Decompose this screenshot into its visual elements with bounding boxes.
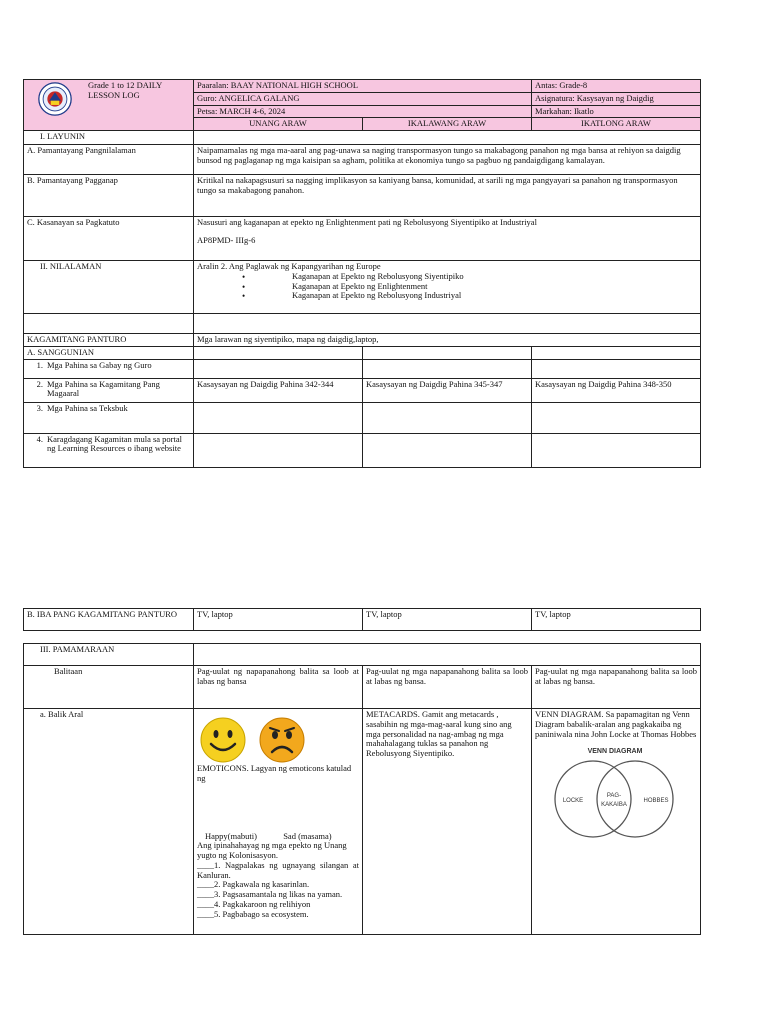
- item-2: ____2. Pagkawala ng kasarinlan.: [197, 879, 310, 890]
- venn-left-label: LOCKE: [562, 798, 584, 805]
- deped-seal-icon: [38, 82, 72, 116]
- venn-middle-label-2: KAKAIBA: [601, 802, 627, 809]
- happy-label: Happy(mabuti): [205, 830, 257, 841]
- ref2-cell: [24, 378, 194, 402]
- ref4-cell: [24, 433, 194, 467]
- venn-instruction: VENN DIAGRAM. Sa papamagitan ng Venn Diagram babalik-aralan ang pagkakaiba ng paniniwala nina John Locke at Thomas Hobbes: [535, 709, 697, 739]
- balitaan-label: Balitaan: [24, 666, 194, 709]
- layunin-label: I. LAYUNIN: [24, 131, 194, 145]
- item-3: ____3. Pagsasamantala ng likas na yaman.: [197, 889, 343, 900]
- instruction-text: Ang ipinahahayag ng mga epekto ng Unang yugto ng Kolonisasyon.: [197, 840, 347, 861]
- ref4-day3: [532, 433, 701, 467]
- pamamaraan-empty: [194, 644, 701, 666]
- balik-aral-day3: [532, 709, 701, 935]
- day2-header: IKALAWANG ARAW: [363, 118, 532, 131]
- venn-middle-label-1: PAG-: [606, 793, 622, 800]
- school-cell: Paaralan: BAAY NATIONAL HIGH SCHOOL: [194, 80, 532, 93]
- ref4-day2: [363, 433, 532, 467]
- pamamaraan-table: [23, 643, 701, 935]
- balitaan-day2: Pag-uulat ng mga napapanahong balita sa loob at labas ng bansa.: [363, 666, 532, 709]
- ref2-day1: Kasaysayan ng Daigdig Pahina 342-344: [194, 378, 363, 402]
- happy-face-icon: [197, 716, 249, 764]
- kagamitan-label: KAGAMITANG PANTURO: [24, 334, 194, 347]
- sanggunian-label: A. SANGGUNIAN: [24, 346, 194, 359]
- ref2-num: 2.: [36, 378, 43, 389]
- ref3-cell: [24, 402, 194, 433]
- ref2-day2: Kasaysayan ng Daigdig Pahina 345-347: [363, 378, 532, 402]
- date-cell: Petsa: MARCH 4-6, 2024: [194, 105, 532, 118]
- emoticons-row: [197, 716, 359, 764]
- nilalaman-title: Aralin 2. Ang Paglawak ng Kapangyarihan ng Europe: [197, 261, 381, 272]
- iba-day3: TV, laptop: [532, 609, 701, 631]
- item-4: ____4. Pagkakaroon ng relihiyon: [197, 898, 311, 909]
- grade-cell: Antas: Grade-8: [532, 80, 701, 93]
- kasanayan-label: C. Kasanayan sa Pagkatuto: [24, 217, 194, 261]
- iba-pang-kagamitan-table: [23, 608, 701, 631]
- kasanayan-cell: [194, 217, 701, 261]
- day1-header: UNANG ARAW: [194, 118, 363, 131]
- balik-aral-day2: METACARDS. Gamit ang metacards , sasabihin ng mga-mag-aaral kung sino ang mga personalidad na nag-ambag ng mga mahahalagang tuklas sa panahon ng Rebolusyong Siyentipiko.: [363, 709, 532, 935]
- blank-label: [24, 314, 194, 334]
- iba-label: B. IBA PANG KAGAMITANG PANTURO: [24, 609, 194, 631]
- pamantayang-pagganap-text: Kritikal na nakapagsusuri sa nagging implikasyon sa kaniyang bansa, komunidad, at sarili ng mga pangyayari sa panahon ng transpormasyon tungo sa makabagong panahon.: [194, 175, 701, 217]
- balik-aral-day1: [194, 709, 363, 935]
- nilalaman-cell: [194, 261, 701, 314]
- day3-header: IKATLONG ARAW: [532, 118, 701, 131]
- item-5: ____5. Pagbabago sa ecosystem.: [197, 908, 309, 919]
- lesson-log-table: [23, 79, 701, 468]
- ref3-label: Mga Pahina sa Teksbuk: [47, 402, 128, 413]
- quarter-cell: Markahan: Ikatlo: [532, 105, 701, 118]
- ref4-day1: [194, 433, 363, 467]
- teacher-cell: Guro: ANGELICA GALANG: [194, 92, 532, 105]
- ref1-day1: [194, 359, 363, 378]
- pamantayang-pangnilalaman-label: A. Pamantayang Pangnilalaman: [24, 145, 194, 175]
- sanggunian-day2: [363, 346, 532, 359]
- ref1-day2: [363, 359, 532, 378]
- ref3-day2: [363, 402, 532, 433]
- pamamaraan-label: III. PAMAMARAAN: [24, 644, 194, 666]
- sad-label: Sad (masama): [283, 830, 332, 841]
- nilalaman-label: II. NILALAMAN: [24, 261, 194, 314]
- ref1-num: 1.: [36, 359, 43, 370]
- ref2-day3: Kasaysayan ng Daigdig Pahina 348-350: [532, 378, 701, 402]
- ref3-day3: [532, 402, 701, 433]
- pamantayang-pangnilalaman-text: Naipamamalas ng mga ma-aaral ang pag-unawa sa naging transpormasyon tungo sa makabagong panahon ng mga bansa at rehiyon sa daigdig bunsod ng paglaganap ng mga kaisipan sa agham, politika at ekonomiya tungo sa pagbuo ng pandaigdigang kamalayan.: [194, 145, 701, 175]
- ref3-day1: [194, 402, 363, 433]
- nilalaman-list: [197, 272, 697, 301]
- nilalaman-item: • Kaganapan at Epekto ng Rebolusyong Siyentipiko: [197, 272, 697, 282]
- emoticons-text: EMOTICONS. Lagyan ng emoticons katulad ng: [197, 763, 352, 783]
- sanggunian-day3: [532, 346, 701, 359]
- iba-day2: TV, laptop: [363, 609, 532, 631]
- pamantayang-pagganap-label: B. Pamantayang Pagganap: [24, 175, 194, 217]
- ref1-day3: [532, 359, 701, 378]
- header-title: Grade 1 to 12 DAILY LESSON LOG: [88, 80, 162, 100]
- ref2-label: Mga Pahina sa Kagamitang Pang Magaaral: [47, 378, 160, 399]
- balik-aral-label: a. Balik Aral: [24, 709, 194, 935]
- blank-cell: [194, 314, 701, 334]
- kasanayan-code: AP8PMD- IIIg-6: [197, 234, 256, 245]
- balitaan-day3: Pag-uulat ng mga napapanahong balita sa loob at labas ng bansa.: [532, 666, 701, 709]
- venn-title: VENN DIAGRAM: [587, 748, 643, 756]
- ref1-label: Mga Pahina sa Gabay ng Guro: [47, 359, 152, 370]
- nilalaman-item: • Kaganapan at Epekto ng Rebolusyong Industriyal: [197, 291, 697, 301]
- ref4-num: 4.: [36, 433, 43, 444]
- kasanayan-text: Nasusuri ang kaganapan at epekto ng Enlightenment pati ng Rebolusyong Siyentipiko at Industriyal: [197, 217, 537, 228]
- sad-face-icon: [251, 716, 313, 764]
- ref1-cell: [24, 359, 194, 378]
- balitaan-day1: Pag-uulat ng napapanahong balita sa loob at labas ng bansa: [194, 666, 363, 709]
- ref3-num: 3.: [36, 402, 43, 413]
- venn-right-label: HOBBES: [643, 798, 669, 805]
- iba-day1: TV, laptop: [194, 609, 363, 631]
- sanggunian-day1: [194, 346, 363, 359]
- header-title-cell: [24, 80, 194, 131]
- subject-cell: Asignatura: Kasysayan ng Daigdig: [532, 92, 701, 105]
- venn-diagram: [535, 743, 695, 853]
- kagamitan-text: Mga larawan ng siyentipiko, mapa ng daigdig,laptop,: [194, 334, 701, 347]
- ref4-label: Karagdagang Kagamitan mula sa portal ng Learning Resources o ibang website: [47, 433, 183, 454]
- item-1: ____1. Nagpalakas ng ugnayang silangan at Kanluran.: [197, 859, 359, 880]
- layunin-empty: [194, 131, 701, 145]
- nilalaman-item: • Kaganapan at Epekto ng Enlightenment: [197, 282, 697, 292]
